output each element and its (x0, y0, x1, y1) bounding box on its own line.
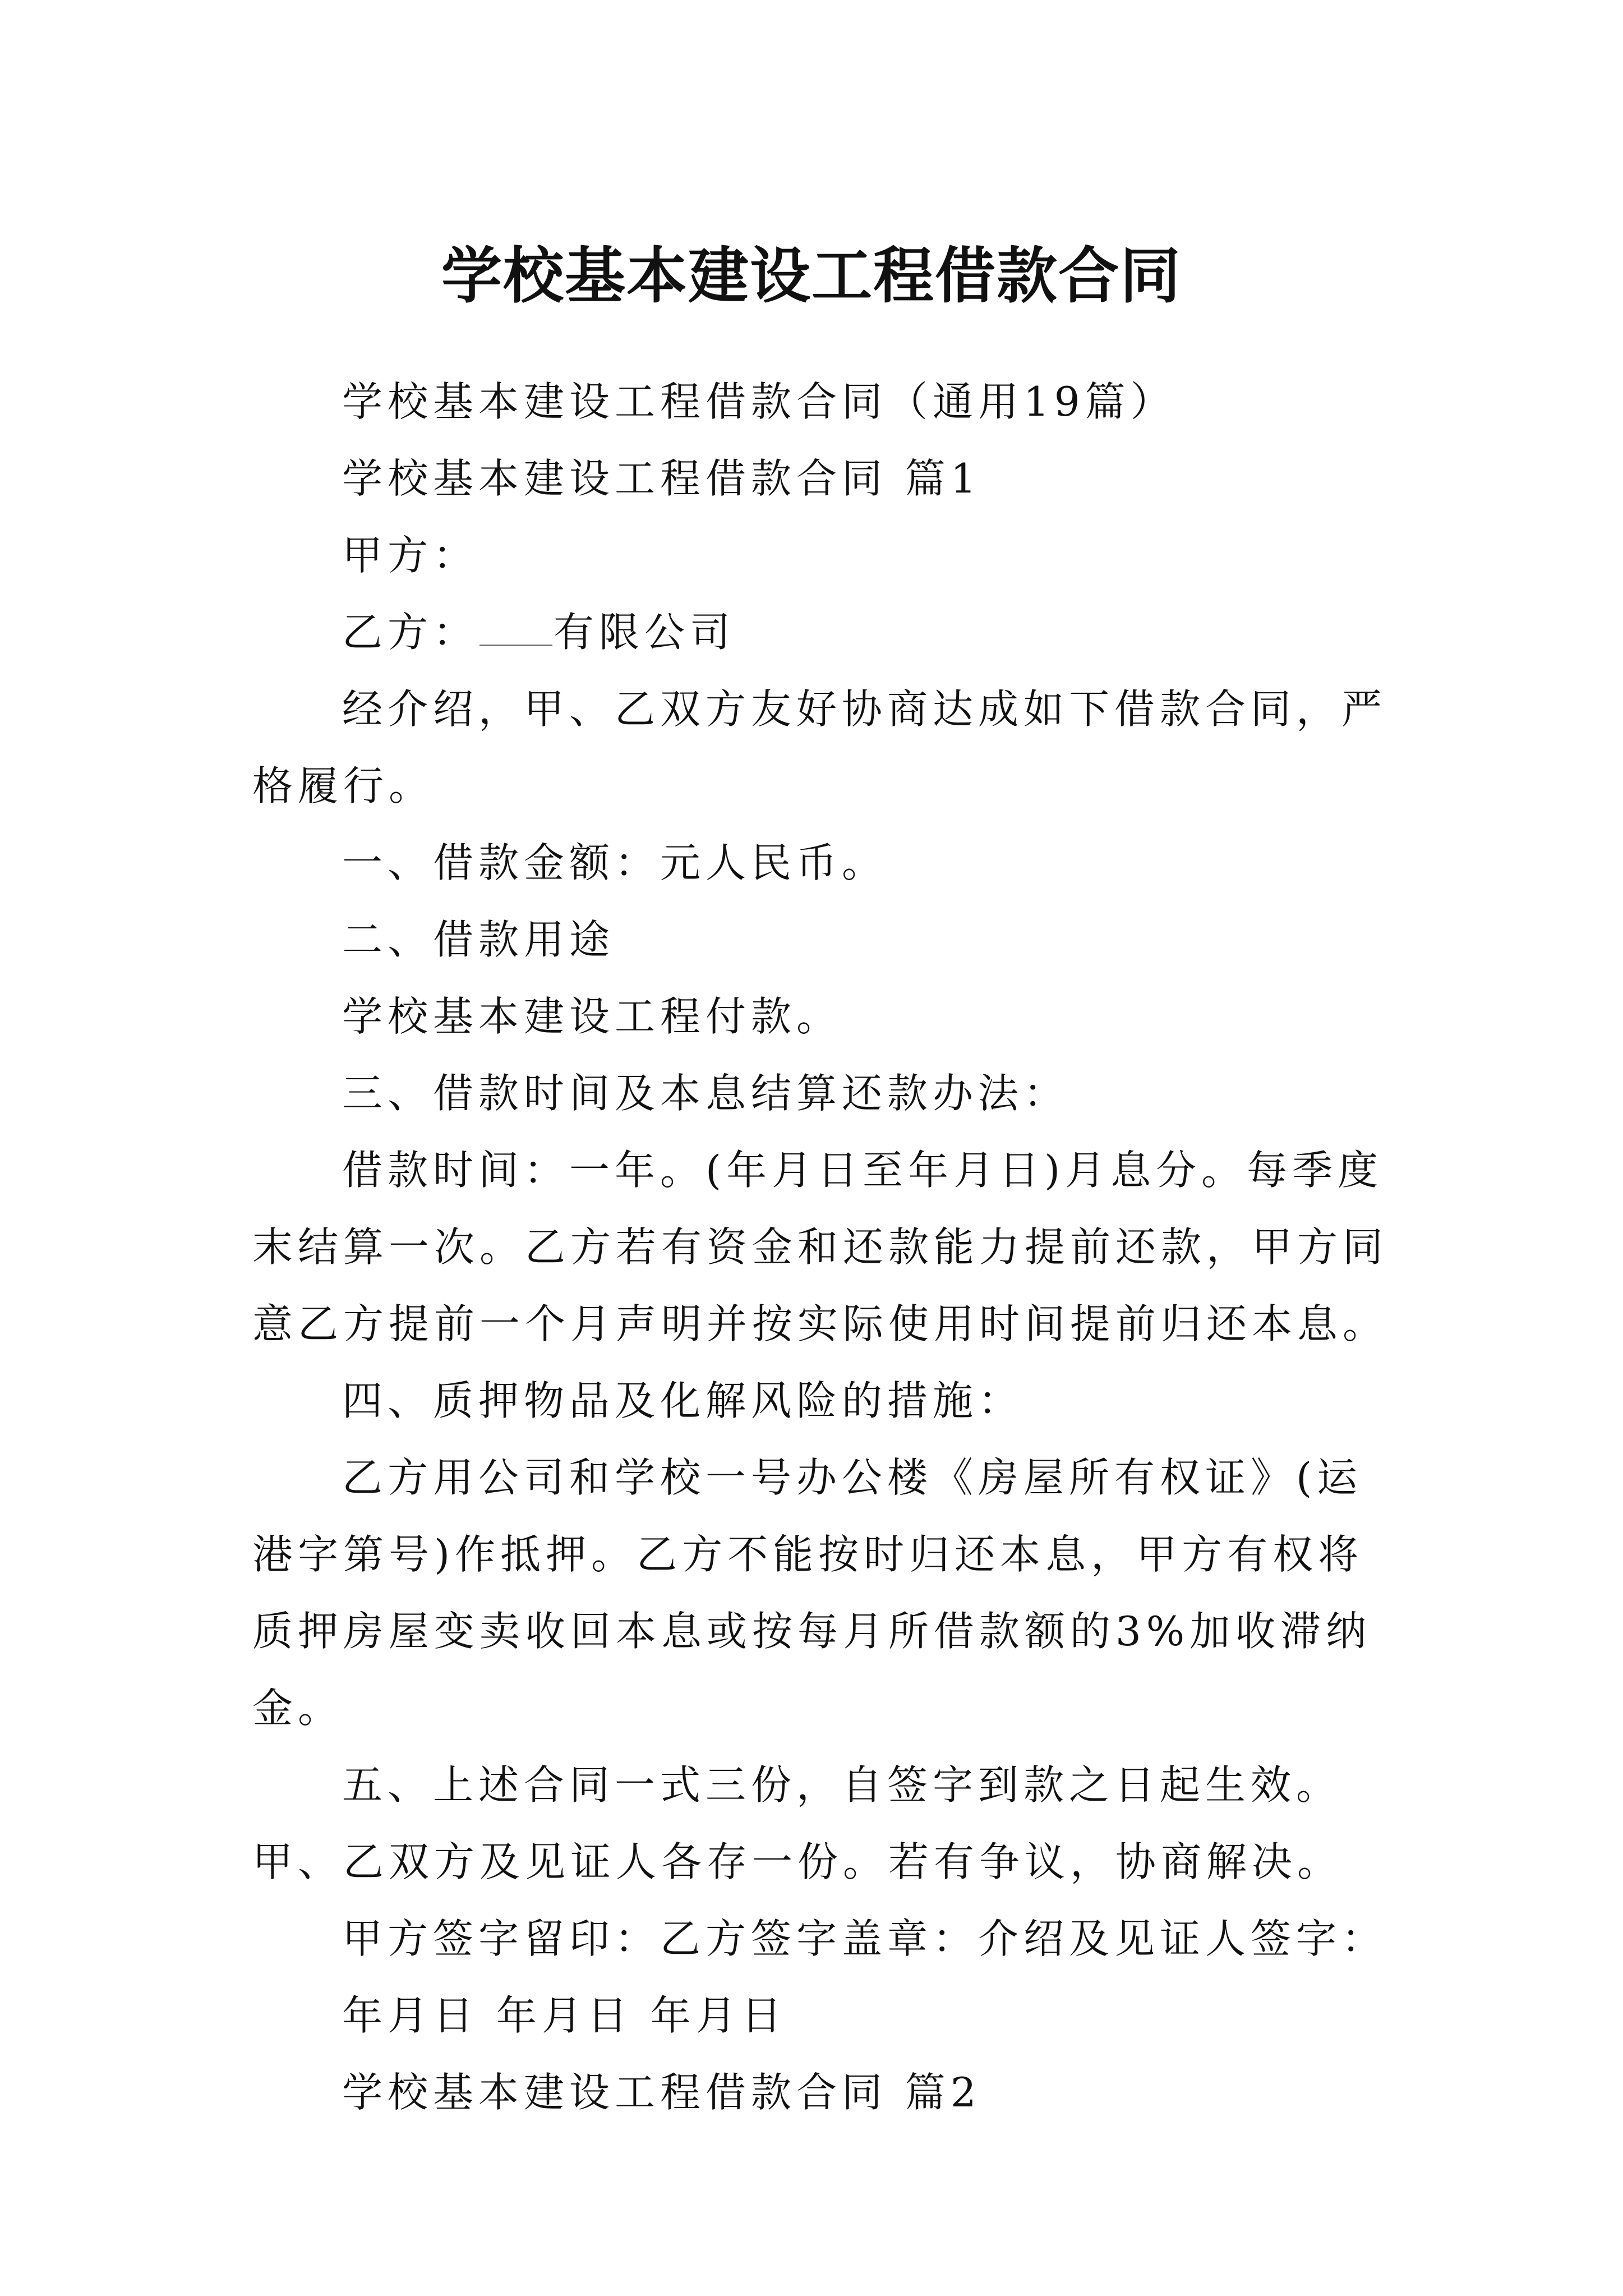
paragraph-clause-2-detail: 学校基本建设工程付款。 (342, 993, 842, 1040)
paragraph-clause-4-detail: 乙方用公司和学校一号办公楼《房屋所有权证》(运港字第号)作抵押。乙方不能按时归还本息，甲方有权将质押房屋变卖收回本息或按每月所借款额的3%加收滞纳金。 (252, 1454, 1372, 1732)
party-b-suffix: 有限公司 (554, 609, 736, 656)
paragraph-party-b (252, 594, 1391, 671)
paragraph-clause-5: 五、上述合同一式三份，自签字到款之日起生效。甲、乙双方及见证人各存一份。若有争议，协商解决。 (252, 1761, 1343, 1885)
paragraph-clause-3: 三、借款时间及本息结算还款办法： (342, 1070, 1069, 1117)
paragraph-clause-2: 二、借款用途 (342, 916, 615, 963)
paragraph-clause-3-detail: 借款时间：一年。(年月日至年月日)月息分。每季度末结算一次。乙方若有资金和还款能力提前还款，甲方同意乙方提前一个月声明并按实际使用时间提前归还本息。 (252, 1147, 1389, 1347)
paragraph-party-a: 甲方： (342, 532, 479, 579)
paragraph-section-heading-2: 学校基本建设工程借款合同 篇2 (342, 2069, 981, 2116)
document-title: 学校基本建设工程借款合同 (441, 241, 1182, 312)
paragraph-clause-1: 一、借款金额：元人民币。 (342, 839, 888, 886)
party-b-blank (479, 611, 552, 646)
paragraph-intro: 经介绍，甲、乙双方友好协商达成如下借款合同，严格履行。 (252, 685, 1387, 809)
paragraph-section-heading-1: 学校基本建设工程借款合同 篇1 (342, 455, 981, 502)
paragraph-signatures: 甲方签字留印：乙方签字盖章：介绍及见证人签字： (342, 1915, 1387, 1962)
paragraph-clause-4: 四、质押物品及化解风险的措施： (342, 1377, 1024, 1424)
document-body (252, 364, 1391, 2131)
paragraph-dates: 年月日 年月日 年月日 (342, 1992, 787, 2039)
paragraph-subtitle: 学校基本建设工程借款合同（通用19篇） (342, 378, 1176, 425)
party-b-label: 乙方： (342, 609, 479, 656)
